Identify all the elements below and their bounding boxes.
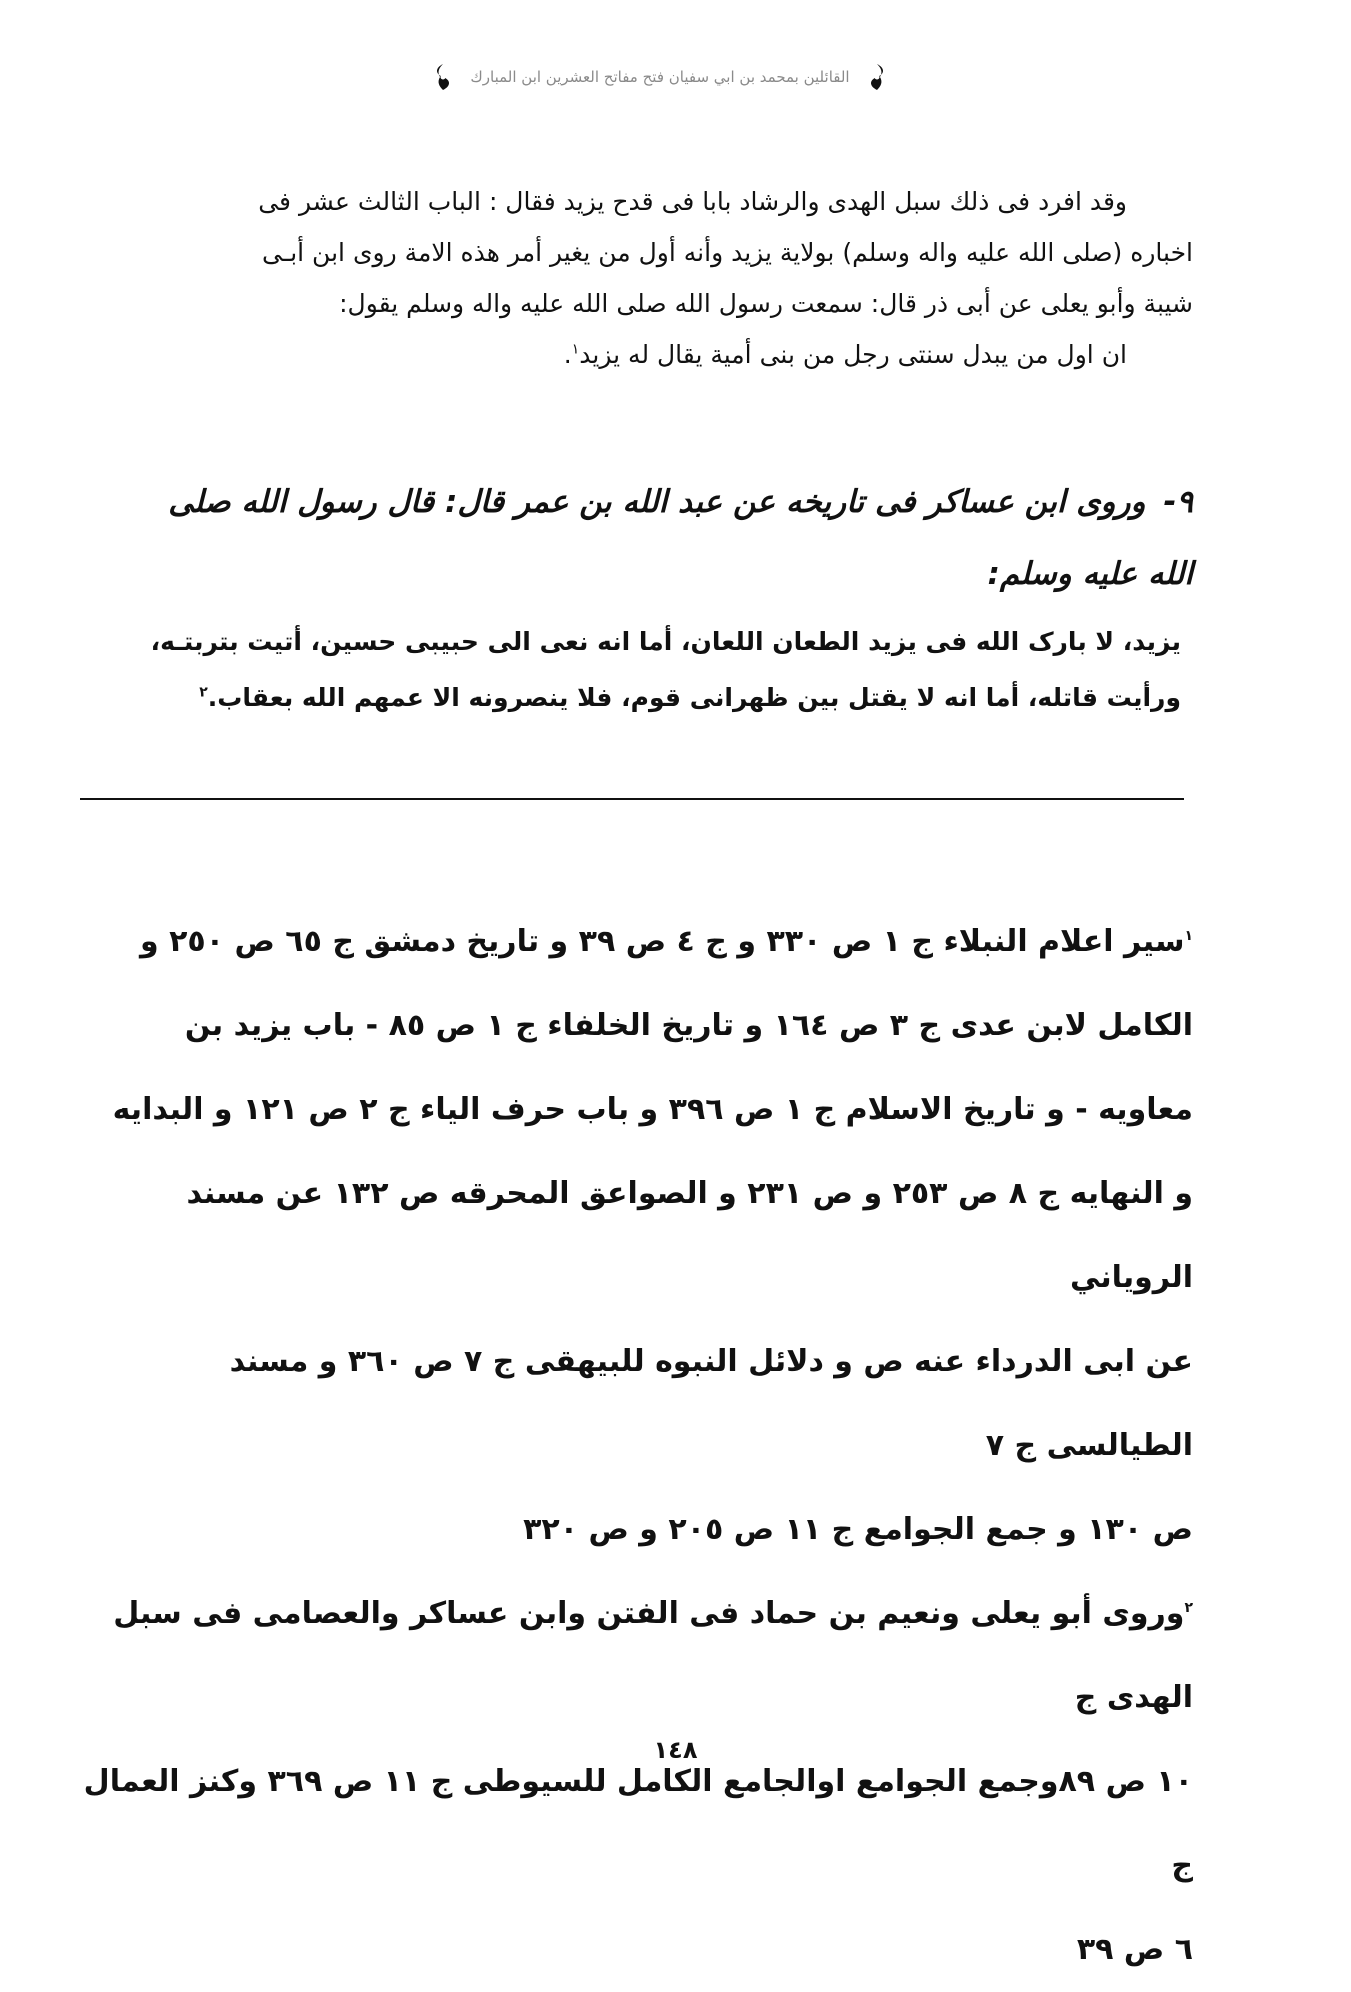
footnote-line: عن ابى الدرداء عنه ص و دلائل النبوه للبيهقى ج ٧ ص ٣٦٠ و مسند الطيالسى ج ٧ [229,1344,1193,1463]
footnote-line: ١٠ ص ٨٩وجمع الجوامع اوالجامع الكامل للسيوطى ج ١١ ص ٣٦٩ وكنز العمال ج [83,1764,1193,1883]
hadith-text [80,614,1193,726]
intro-quote-line [80,329,1193,380]
intro-line: وقد افرد فى ذلك سبل الهدى والرشاد بابا فى قدح يزيد فقال : الباب الثالث عشر فى [258,187,1127,216]
footnote-line [80,900,1193,984]
section-number: ٩- [1163,484,1193,520]
footnote-line: ٦ ص ٣٩ [1076,1932,1193,1967]
header-title: القائلين بمحمد بن ابي سفيان فتح مفاتح العشرين ابن المبارك [470,68,850,86]
intro-paragraph [80,176,1193,380]
hadith-line: يزيد، لا بارک الله فی يزيد الطعان اللعان، أما انه نعى الى حبيبى حسين، أتيت بتربتـه، [150,627,1181,656]
footnote-separator [80,798,1184,800]
footnote-marker: ١ [571,341,580,358]
ornament-icon-right [864,62,890,92]
footnote-line: و النهايه ج ٨ ص ٢٥٣ و ص ٢٣١ و الصواعق المحرقه ص ١٣٢ عن مسند الروياني [186,1176,1193,1295]
footnote-number: ٢ [1184,1600,1193,1616]
section-heading-line: الله عليه وسلم: [987,556,1193,592]
footnote-line: معاويه - و تاريخ الاسلام ج ١ ص ٣٩٦ و باب حرف الياء ج ٢ ص ١٢١ و البدايه [112,1092,1193,1127]
footnotes [80,900,1193,1992]
footnote-line: الكامل لابن عدى ج ٣ ص ١٦٤ و تاريخ الخلفاء ج ١ ص ٨٥ - باب يزيد بن [184,1008,1193,1043]
footnote-marker: ٢ [199,684,208,701]
running-header [420,54,900,100]
footnote-line: ص ١٣٠ و جمع الجوامع ج ١١ ص ٢٠٥ و ص ٣٢٠ [523,1512,1193,1547]
section-heading-line [80,466,1193,538]
page-number: ١٤٨ [653,1736,698,1764]
ornament-icon-left [430,62,456,92]
intro-quote-text: ان اول من يبدل سنتى رجل من بنى أمية يقال له يزيد [579,340,1127,369]
section-heading-text: وروى ابن عساكر فى تاريخه عن عبد الله بن عمر قال: قال رسول الله صلى [168,484,1146,520]
footnote-number: ١ [1184,928,1193,944]
footnote-line [80,1572,1193,1740]
intro-quote-end: . [563,340,572,369]
hadith-line [80,670,1181,726]
footnote-text: وروى أبو يعلى ونعيم بن حماد فى الفتن وابن عساكر والعصامى فى سبل الهدى ج [113,1596,1193,1715]
intro-line: شيبة وأبو يعلى عن أبى ذر قال: سمعت رسول الله صلى الله عليه واله وسلم يقول: [339,289,1193,318]
hadith-line-text: ورأيت قاتله، أما انه لا يقتل بين ظهرانى قوم، فلا ينصرونه الا عمهم الله بعقاب. [207,683,1181,712]
intro-line: اخباره (صلى الله عليه واله وسلم) بولاية يزيد وأنه أول من يغير أمر هذه الامة روى ابن أبـى [262,238,1193,267]
section-heading [80,466,1193,610]
footnote-text: سير اعلام النبلاء ج ١ ص ٣٣٠ و ج ٤ ص ٣٩ و تاريخ دمشق ج ٦٥ ص ٢٥٠ و [140,924,1185,959]
